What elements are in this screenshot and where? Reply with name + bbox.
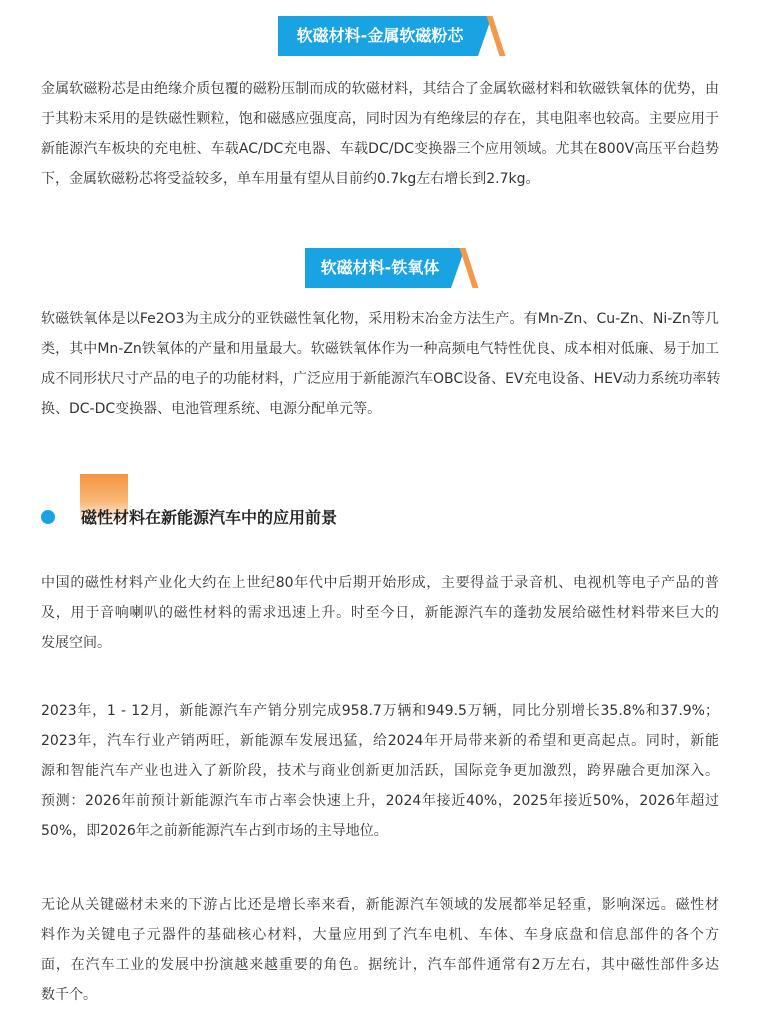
- section1-paragraph: [41, 74, 719, 194]
- section3-paragraph-3: [41, 890, 719, 1010]
- paragraph-line: 数千个。: [41, 987, 97, 1003]
- bullet-dot-icon: [41, 510, 55, 524]
- section3-heading-block: [0, 470, 760, 540]
- section2-heading: 软磁材料-铁氧体: [320, 258, 440, 277]
- paragraph-line: 50%，即2026年之前新能源汽车占到市场的主导地位。: [41, 823, 388, 839]
- section1-heading: 软磁材料-金属软磁粉芯: [296, 26, 464, 45]
- paragraph-line: 无论从关键磁材未来的下游占比还是增长率来看，新能源汽车领域的发展都举足轻重，影响深远。磁性材: [41, 897, 719, 913]
- paragraph-line: 于其粉末采用的是铁磁性颗粒，饱和磁感应强度高，同时因为有绝缘层的存在，其电阻率也较高。主要应用于: [41, 111, 719, 127]
- paragraph-line: 成不同形状尺寸产品的电子的功能材料，广泛应用于新能源汽车OBC设备、EV充电设备、HEV动力系统功率转: [41, 371, 721, 387]
- section3-heading: 磁性材料在新能源汽车中的应用前景: [81, 508, 338, 527]
- paragraph-line: 新能源汽车板块的充电桩、车载AC/DC充电器、车载DC/DC变换器三个应用领域。尤其在800V高压平台趋势: [41, 141, 719, 157]
- paragraph-line: 源和智能汽车产业也进入了新阶段，技术与商业创新更加活跃，国际竞争更加激烈，跨界融合更加深入。: [41, 763, 719, 779]
- section2-banner-accent-stripe: [460, 248, 479, 288]
- paragraph-line: 料作为关键电子元器件的基础核心材料，大量应用到了汽车电机、车体、车身底盘和信息部件的各个方: [41, 927, 719, 943]
- section2-paragraph: [41, 304, 719, 424]
- paragraph-line: 发展空间。: [41, 635, 111, 651]
- section3-paragraph-2: [41, 696, 719, 846]
- paragraph-line: 下，金属软磁粉芯将受益较多，单车用量有望从目前约0.7kg左右增长到2.7kg。: [41, 171, 540, 187]
- paragraph-line: 类，其中Mn-Zn铁氧体的产量和用量最大。软磁铁氧体作为一种高频电气特性优良、成本相对低廉、易于加工: [41, 341, 719, 357]
- section1-banner: [0, 16, 760, 58]
- paragraph-line: 软磁铁氧体是以Fe2O3为主成分的亚铁磁性氧化物，采用粉末冶金方法生产。有Mn-Zn、Cu-Zn、Ni-Zn等几: [41, 311, 719, 327]
- paragraph-line: 及，用于音响喇叭的磁性材料的需求迅速上升。时至今日，新能源汽车的蓬勃发展给磁性材料带来巨大的: [41, 605, 719, 621]
- paragraph-line: 面，在汽车工业的发展中扮演越来越重要的角色。据统计，汽车部件通常有2万左右，其中磁性部件多达: [41, 957, 719, 973]
- section3-paragraph-1: [41, 568, 719, 658]
- paragraph-line: 2023年，1 - 12月，新能源汽车产销分别完成958.7万辆和949.5万辆，同比分别增长35.8%和37.9%；: [41, 703, 719, 719]
- paragraph-line: 金属软磁粉芯是由绝缘介质包覆的磁粉压制而成的软磁材料，其结合了金属软磁材料和软磁铁氧体的优势，由: [41, 81, 719, 97]
- paragraph-line: 预测：2026年前预计新能源汽车市占率会快速上升，2024年接近40%，2025年接近50%，2026年超过: [41, 793, 719, 809]
- section2-banner: [0, 248, 760, 290]
- paragraph-line: 2023年，汽车行业产销两旺，新能源车发展迅猛，给2024年开局带来新的希望和更高起点。同时，新能: [41, 733, 719, 749]
- paragraph-line: 中国的磁性材料产业化大约在上世纪80年代中后期开始形成，主要得益于录音机、电视机等电子产品的普: [41, 575, 719, 591]
- paragraph-line: 换、DC-DC变换器、电池管理系统、电源分配单元等。: [41, 401, 382, 417]
- section1-banner-accent-stripe: [487, 16, 506, 56]
